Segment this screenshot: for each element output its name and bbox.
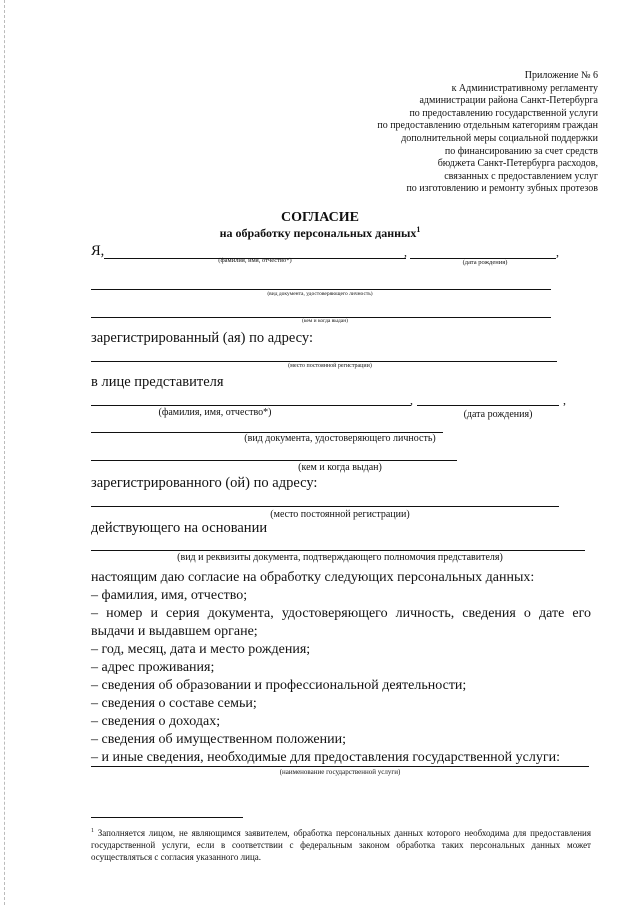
list-item: выдачи и выдавшем органе; <box>91 624 258 639</box>
subtitle-text: на обработку персональных данных <box>219 226 417 240</box>
list-item: – адрес проживания; <box>91 660 215 675</box>
appendix-line: по финансированию за счет средств <box>444 145 598 157</box>
footnote-text: Заполняется лицом, не являющимся заявителем, обработка персональных данных которого необходима для предоставления государственной услуги, если в соответствии с федеральным законом обработка таких персональных данных может осуществляться с согласия указанного лица. <box>91 828 591 862</box>
caption-dob: (дата рождения) <box>462 259 508 266</box>
caption-fio: (фамилия, имя, отчество*) <box>218 257 292 264</box>
appendix-line: дополнительной меры социальной поддержки <box>401 132 598 144</box>
appendix-line: Приложение № 6 <box>524 70 598 81</box>
appendix-header <box>298 70 598 196</box>
consent-intro: настоящим даю согласие на обработку следующих персональных данных: <box>91 570 535 585</box>
list-item: – фамилия, имя, отчество; <box>91 588 248 603</box>
appendix-line: связанных с предоставлением услуг <box>444 170 598 182</box>
service-field[interactable] <box>91 766 589 767</box>
comma: , <box>563 393 566 407</box>
list-item: – сведения о составе семьи; <box>91 696 257 711</box>
list-item: – и иные сведения, необходимые для предоставления государственной услуги: <box>91 750 560 765</box>
registered-rep-label: зарегистрированного (ой) по адресу: <box>91 475 318 491</box>
appendix-line: администрации района Санкт-Петербурга <box>419 95 598 107</box>
rep-issued-field[interactable] <box>91 460 457 461</box>
appendix-line: по изготовлению и ремонту зубных протезов <box>406 183 598 195</box>
list-item: – сведения об образовании и профессиональной деятельности; <box>91 678 467 693</box>
caption-fio-rep: (фамилия, имя, отчество*) <box>158 407 272 418</box>
list-item: – сведения о доходах; <box>91 714 221 729</box>
caption-service: (наименование государственной услуги) <box>279 768 401 776</box>
comma: , <box>404 245 407 259</box>
list-item: – год, месяц, дата и место рождения; <box>91 642 311 657</box>
appendix-line: бюджета Санкт-Петербурга расходов, <box>437 158 598 170</box>
caption-place: (место постоянной регистрации) <box>288 363 372 369</box>
list-item: – номер и серия документа, удостоверяющего личность, сведения о дате его <box>91 606 591 621</box>
scan-edge <box>4 0 6 905</box>
appendix-line: к Административному регламенту <box>451 82 598 94</box>
comma: , <box>410 393 413 407</box>
acting-label: действующего на основании <box>91 520 268 536</box>
rep-fio-field[interactable] <box>91 405 411 406</box>
caption-place-rep: (место постоянной регистрации) <box>270 509 410 520</box>
caption-doc-rep: (вид документа, удостоверяющего личность) <box>244 433 436 444</box>
rep-dob-field[interactable] <box>417 405 559 406</box>
footnote-ref: 1 <box>416 225 421 234</box>
authority-field[interactable] <box>91 550 585 551</box>
consent-list <box>91 569 591 767</box>
caption-issued-rep: (кем и когда выдан) <box>298 462 382 473</box>
caption-doc: (вид документа, удостоверяющего личность) <box>267 291 373 297</box>
caption-dob-rep: (дата рождения) <box>463 409 533 420</box>
footnote <box>91 825 591 863</box>
representative-label: в лице представителя <box>91 374 224 390</box>
registered-label: зарегистрированный (ая) по адресу: <box>91 330 313 346</box>
list-item: – сведения об имущественном положении; <box>91 732 347 747</box>
caption-authority: (вид и реквизиты документа, подтверждающего полномочия представителя) <box>177 552 503 563</box>
appendix-line: по предоставлению государственной услуги <box>409 107 598 119</box>
ya-label: Я, <box>91 243 105 259</box>
address-field[interactable] <box>91 361 557 362</box>
doc-field[interactable] <box>91 289 551 290</box>
footnote-separator <box>91 817 243 818</box>
caption-issued: (кем и когда выдан) <box>301 318 349 324</box>
rep-address-field[interactable] <box>91 506 559 507</box>
comma: , <box>556 245 559 259</box>
footnote-mark: 1 <box>91 828 94 834</box>
appendix-line: по предоставлению отдельным категориям граждан <box>377 120 598 132</box>
document-subtitle <box>0 225 640 241</box>
document-title: СОГЛАСИЕ <box>281 210 359 225</box>
